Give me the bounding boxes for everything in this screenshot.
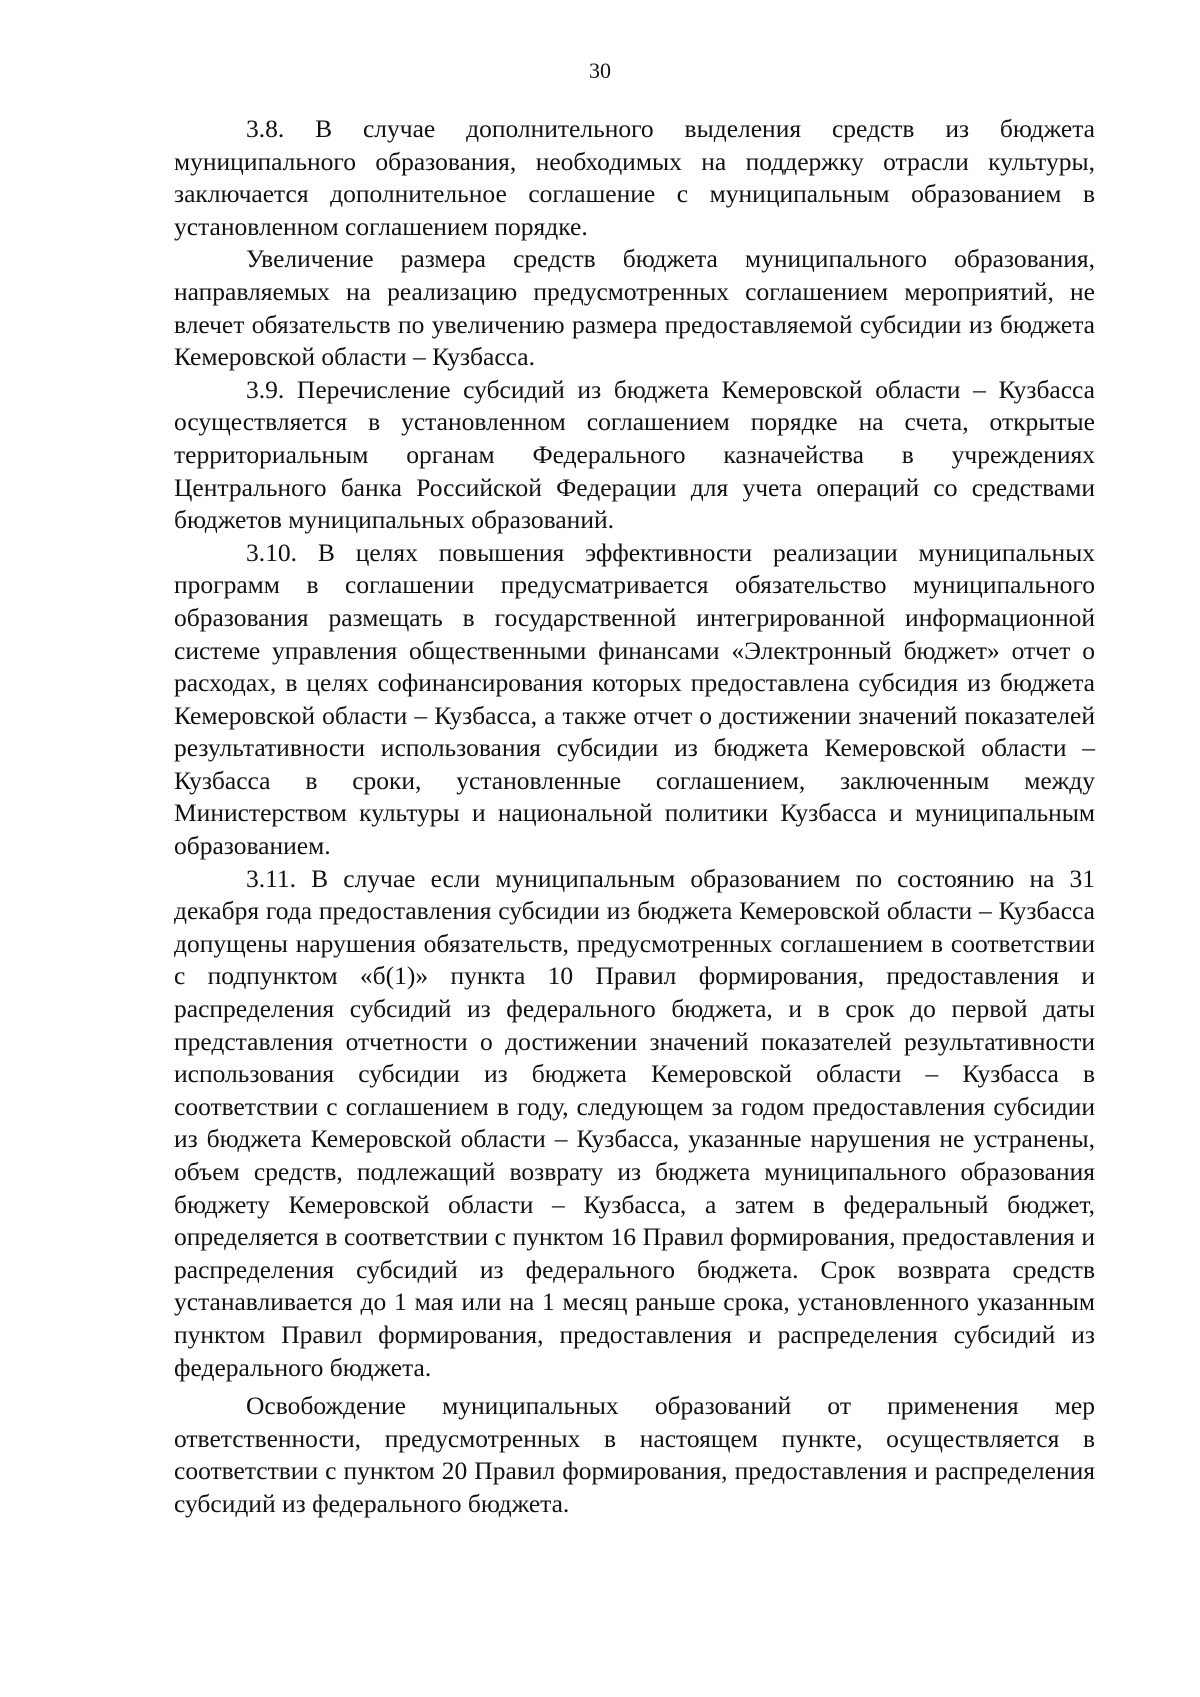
paragraph-3-11: 3.11. В случае если муниципальным образованием по состоянию на 31 декабря года предоставления субсидии из бюджета Кемеровской области – Кузбасса допущены нарушения обязательств, предусмотренных соглашением в соответствии с подпунктом «б(1)» пункта 10 Правил формирования, предоставления и распределения субсидий из федерального бюджета, и в срок до первой даты представления отчетности о достижении значений показателей результативности использования субсидии из бюджета Кемеровской области – Кузбасса в соответствии с соглашением в году, следующем за годом предоставления субсидии из бюджета Кемеровской области – Кузбасса, указанные нарушения не устранены, объем средств, подлежащий возврату из бюджета муниципального образования бюджету Кемеровской области – Кузбасса, а затем в федеральный бюджет, определяется в соответствии с пунктом 16 Правил формирования, предоставления и распределения субсидий из федерального бюджета. Срок возврата средств устанавливается до 1 мая или на 1 месяц раньше срока, установленного указанным пунктом Правил формирования, предоставления и распределения субсидий из федерального бюджета. [174, 863, 1095, 1382]
document-body [174, 113, 1095, 1521]
paragraph-3-10: 3.10. В целях повышения эффективности реализации муниципальных программ в соглашении предусматривается обязательство муниципального образования размещать в государственной интегрированной информационной системе управления общественными финансами «Электронный бюджет» отчет о расходах, в целях софинансирования которых предоставлена субсидия из бюджета Кемеровской области – Кузбасса, а также отчет о достижении значений показателей результативности использования субсидии из бюджета Кемеровской области – Кузбасса в сроки, установленные соглашением, заключенным между Министерством культуры и национальной политики Кузбасса и муниципальным образованием. [174, 537, 1095, 861]
paragraph-3-8: 3.8. В случае дополнительного выделения средств из бюджета муниципального образования, необходимых на поддержку отрасли культуры, заключается дополнительное соглашение с муниципальным образованием в установленном соглашением порядке. [174, 114, 1095, 241]
paragraph-3-9: 3.9. Перечисление субсидий из бюджета Кемеровской области – Кузбасса осуществляется в установленном соглашением порядке на счета, открытые территориальным органам Федерального казначейства в учреждениях Центрального банка Российской Федерации для учета операций со средствами бюджетов муниципальных образований. [174, 374, 1095, 535]
paragraph-3-11-exemption: Освобождение муниципальных образований от применения мер ответственности, предусмотренных в настоящем пункте, осуществляется в соответствии с пунктом 20 Правил формирования, предоставления и распределения субсидий из федерального бюджета. [174, 1391, 1095, 1518]
page-number: 30 [589, 58, 611, 83]
paragraph-3-8-increase: Увеличение размера средств бюджета муниципального образования, направляемых на реализацию предусмотренных соглашением мероприятий, не влечет обязательств по увеличению размера предоставляемой субсидии из бюджета Кемеровской области – Кузбасса. [174, 244, 1095, 372]
